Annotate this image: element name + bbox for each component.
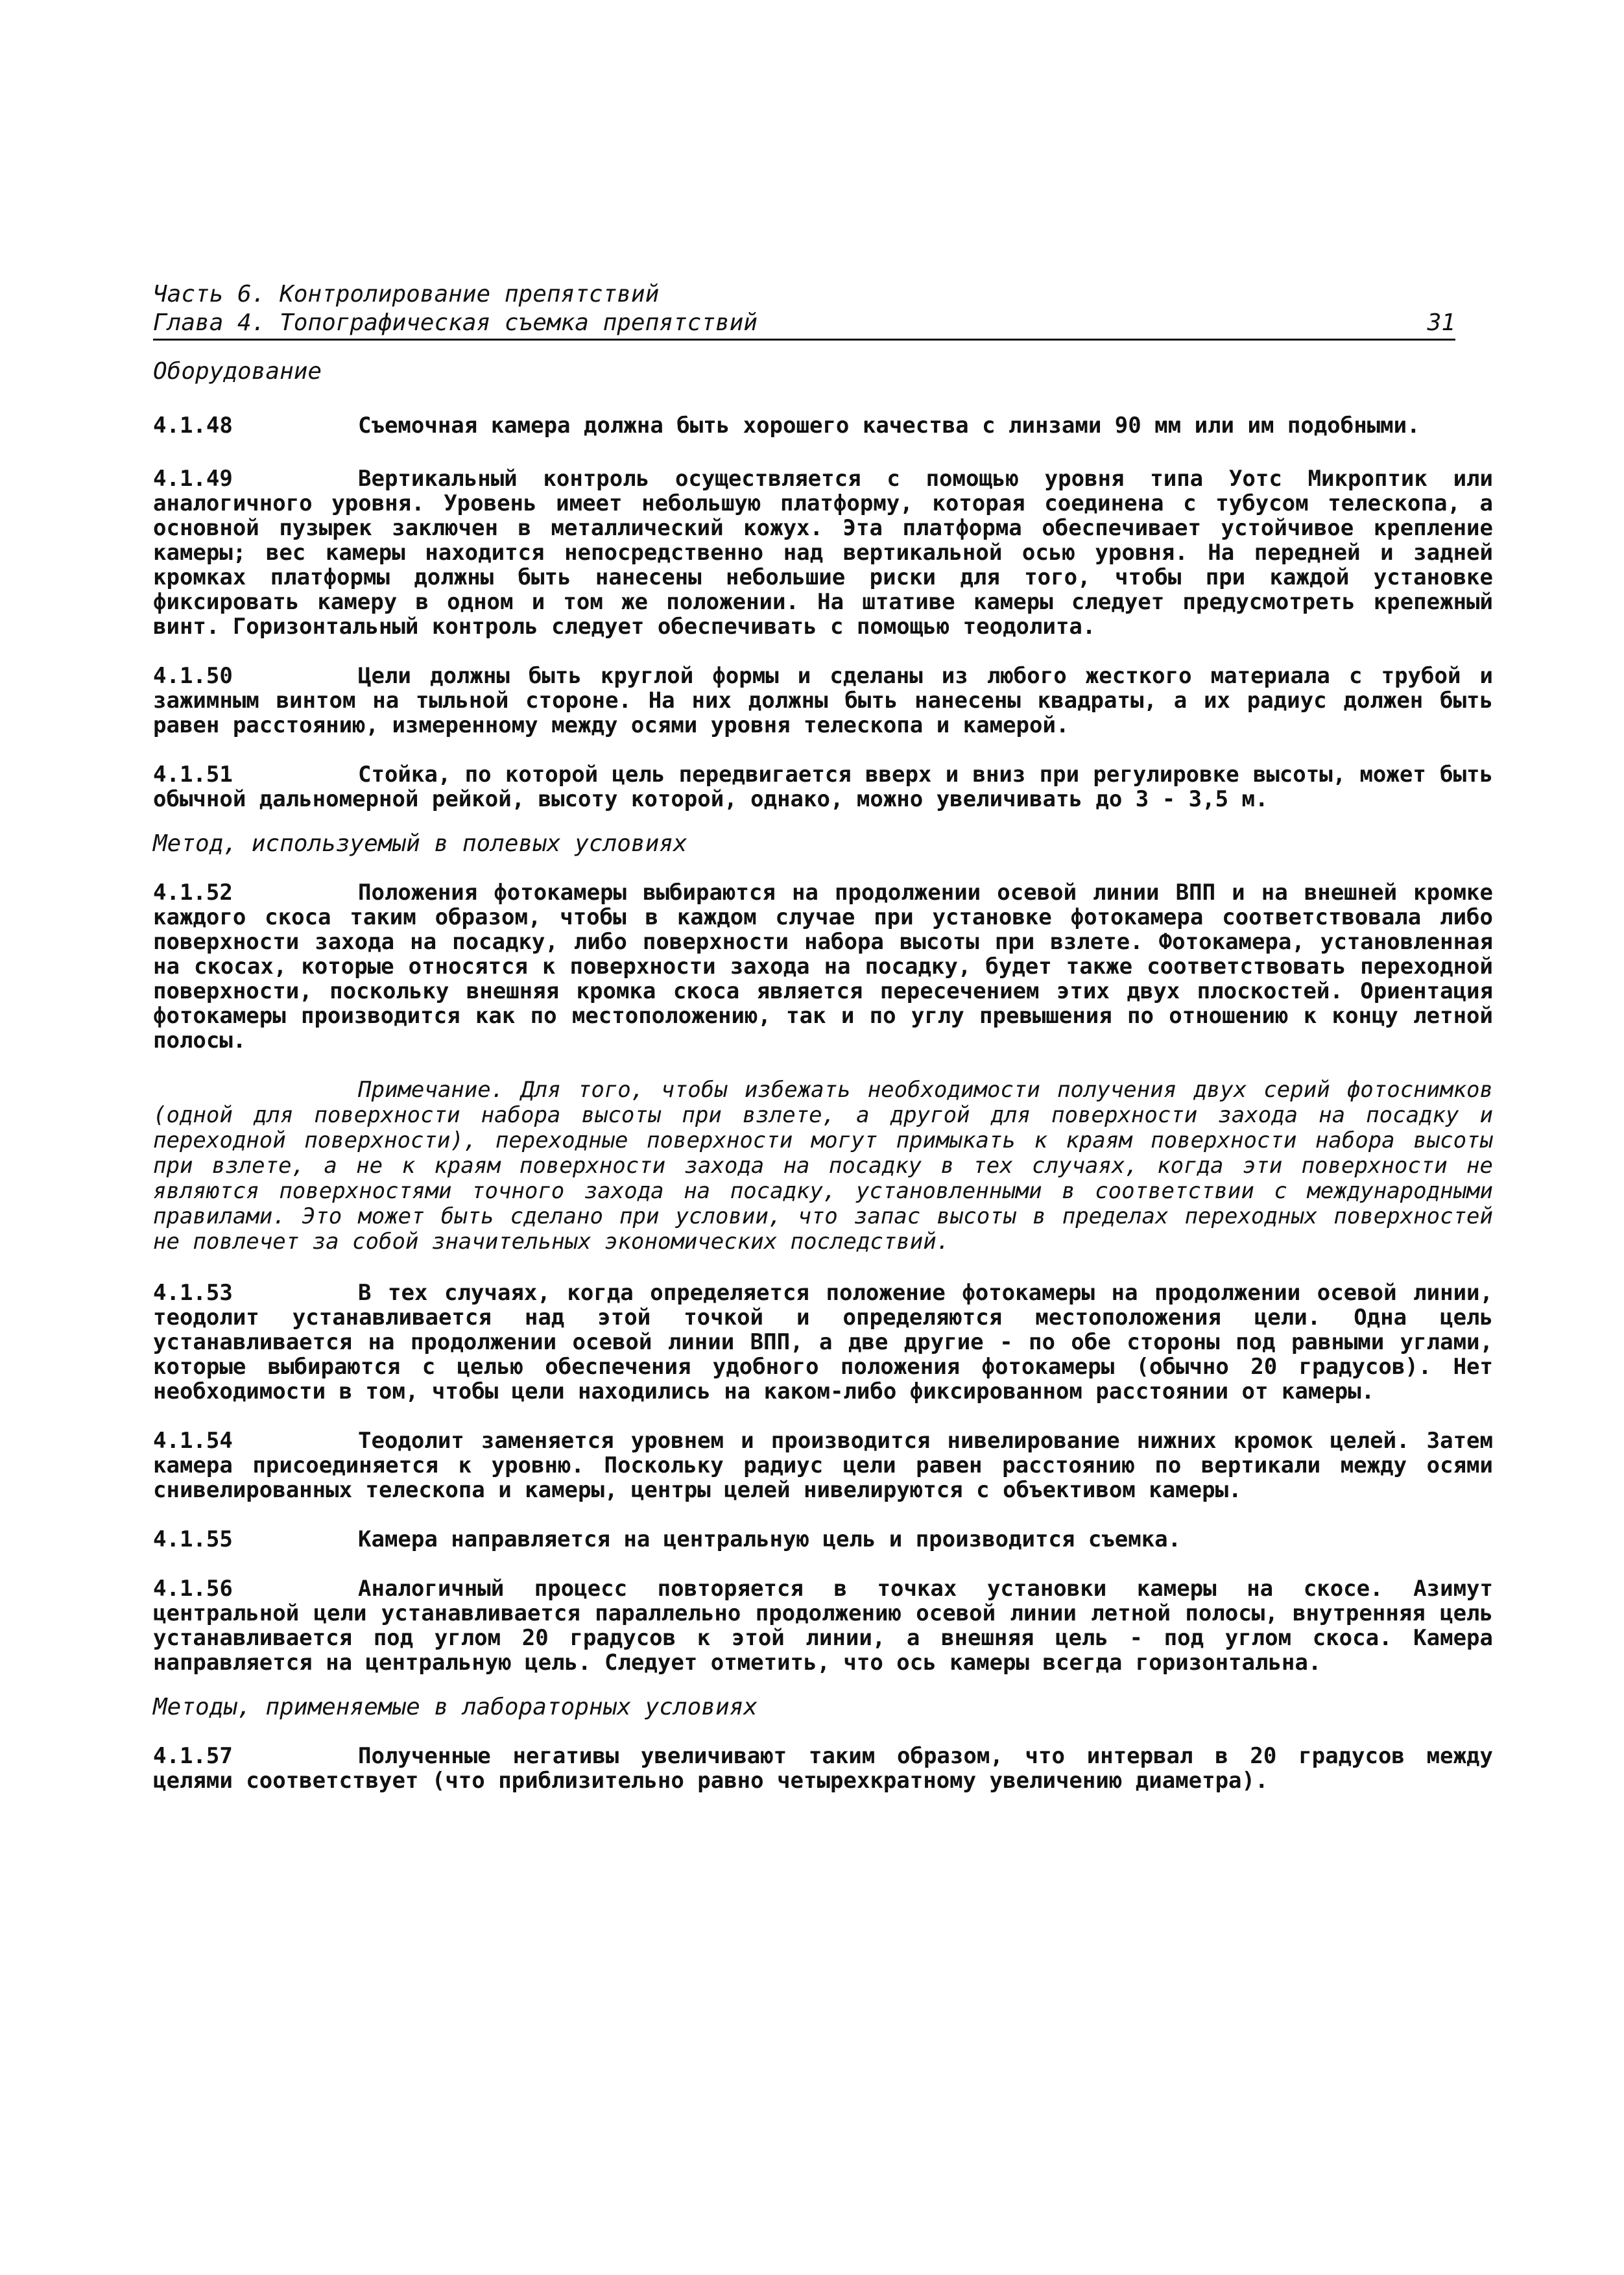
paragraph-number: 4.1.52 [153,880,233,906]
document-page [153,280,1509,1793]
paragraph-4-1-48 [153,413,1493,438]
paragraph-number: 4.1.48 [153,413,233,439]
section-heading-lab-method: Методы, применяемые в лабораторных условиях [153,1694,758,1720]
paragraph-text: Аналогичный процесс повторяется в точках установки камеры на скосе. Азимут центральной цели устанавливается параллельно продолжению осевой линии летной полосы, внутренняя цель устанавливается под углом 20 градусов к этой линии, а внешняя цель - под углом скоса. Камера направляется на центральную цель. Следует отметить, что ось камеры всегда горизонтальна. [153,1576,1493,1676]
paragraph-4-1-54 [153,1428,1493,1502]
page-number: 31 [1427,309,1455,336]
section-heading-equipment: Оборудование [153,358,322,385]
paragraph-text: В тех случаях, когда определяется положение фотокамеры на продолжении осевой линии, теодолит устанавливается над этой точкой и определяются местоположения цели. Одна цель устанавливается на продолжении осевой линии ВПП, а две другие - по обе стороны под равными углами, которые выбираются с целью обеспечения удобного положения фотокамеры (обычно 20 градусов). Нет необходимости в том, чтобы цели находились на каком-либо фиксированном расстоянии от камеры. [153,1280,1493,1404]
paragraph-text: Теодолит заменяется уровнем и производится нивелирование нижних кромок целей. Затем камера присоединяется к уровню. Поскольку радиус цели равен расстоянию по вертикали между осями снивелированных телескопа и камеры, центры целей нивелируются с объективом камеры. [153,1428,1493,1503]
paragraph-text: Стойка, по которой цель передвигается вверх и вниз при регулировке высоты, может быть обычной дальномерной рейкой, высоту которой, однако, можно увеличивать до 3 - 3,5 м. [153,762,1493,812]
chapter-title: Глава 4. Топографическая съемка препятствий [153,309,758,336]
paragraph-4-1-56 [153,1576,1493,1675]
running-header-chapter [153,309,1455,341]
paragraph-number: 4.1.55 [153,1526,233,1552]
note-paragraph: Примечание. Для того, чтобы избежать необходимости получения двух серий фотоснимков (одной для поверхности набора высоты при взлете, а другой для поверхности захода на посадку и переходной поверхности), переходные поверхности могут примыкать к краям поверхности набора высоты при взлете, а не к краям поверхности захода на посадку в тех случаях, когда эти поверхности не являются поверхностями точного захода на посадку, установленными в соответствии с международными правилами. Это может быть сделано при условии, что запас высоты в пределах переходных поверхностей не повлечет за собой значительных экономических последствий. [153,1077,1493,1255]
paragraph-number: 4.1.51 [153,762,233,788]
paragraph-4-1-49 [153,466,1493,639]
paragraph-4-1-50 [153,664,1493,738]
paragraph-text: Вертикальный контроль осуществляется с помощью уровня типа Уотс Микроптик или аналогичного уровня. Уровень имеет небольшую платформу, которая соединена с тубусом телескопа, а основной пузырек заключен в металлический кожух. Эта платформа обеспечивает устойчивое крепление камеры; вес камеры находится непосредственно над вертикальной осью уровня. На передней и задней кромках платформы должны быть нанесены небольшие риски для того, чтобы при каждой установке фиксировать камеру в одном и том же положении. На штативе камеры следует предусмотреть крепежный винт. Горизонтальный контроль следует обеспечивать с помощью теодолита. [153,466,1493,640]
paragraph-text: Полученные негативы увеличивают таким образом, что интервал в 20 градусов между целями соответствует (что приблизительно равно четырехкратному увеличению диаметра). [153,1743,1493,1794]
section-heading-field-method: Метод, используемый в полевых условиях [153,830,687,857]
paragraph-number: 4.1.49 [153,466,233,492]
paragraph-number: 4.1.57 [153,1743,233,1769]
paragraph-number: 4.1.50 [153,663,233,689]
paragraph-4-1-53 [153,1281,1493,1404]
paragraph-text: Положения фотокамеры выбираются на продолжении осевой линии ВПП и на внешней кромке каждого скоса таким образом, чтобы в каждом случае при установке фотокамера соответствовала либо поверхности захода на посадку, либо поверхности набора высоты при взлете. Фотокамера, установленная на скосах, которые относятся к поверхности захода на посадку, будет также соответствовать переходной поверхности, поскольку внешняя кромка скоса является пересечением этих двух плоскостей. Ориентация фотокамеры производится как по местоположению, так и по углу превышения по отношению к концу летной полосы. [153,880,1493,1053]
paragraph-4-1-52 [153,880,1493,1053]
paragraph-text: Съемочная камера должна быть хорошего качества с линзами 90 мм или им подобными. [358,413,1420,439]
paragraph-4-1-55 [153,1527,1493,1552]
running-header-part: Часть 6. Контролирование препятствий [153,281,660,307]
paragraph-number: 4.1.56 [153,1576,233,1602]
paragraph-4-1-51 [153,762,1493,812]
paragraph-text: Камера направляется на центральную цель и производится съемка. [358,1526,1182,1552]
paragraph-number: 4.1.54 [153,1428,233,1454]
paragraph-number: 4.1.53 [153,1280,233,1306]
paragraph-4-1-57 [153,1744,1493,1793]
paragraph-text: Цели должны быть круглой формы и сделаны из любого жесткого материала с трубой и зажимным винтом на тыльной стороне. На них должны быть нанесены квадраты, а их радиус должен быть равен расстоянию, измеренному между осями уровня телескопа и камерой. [153,663,1493,738]
